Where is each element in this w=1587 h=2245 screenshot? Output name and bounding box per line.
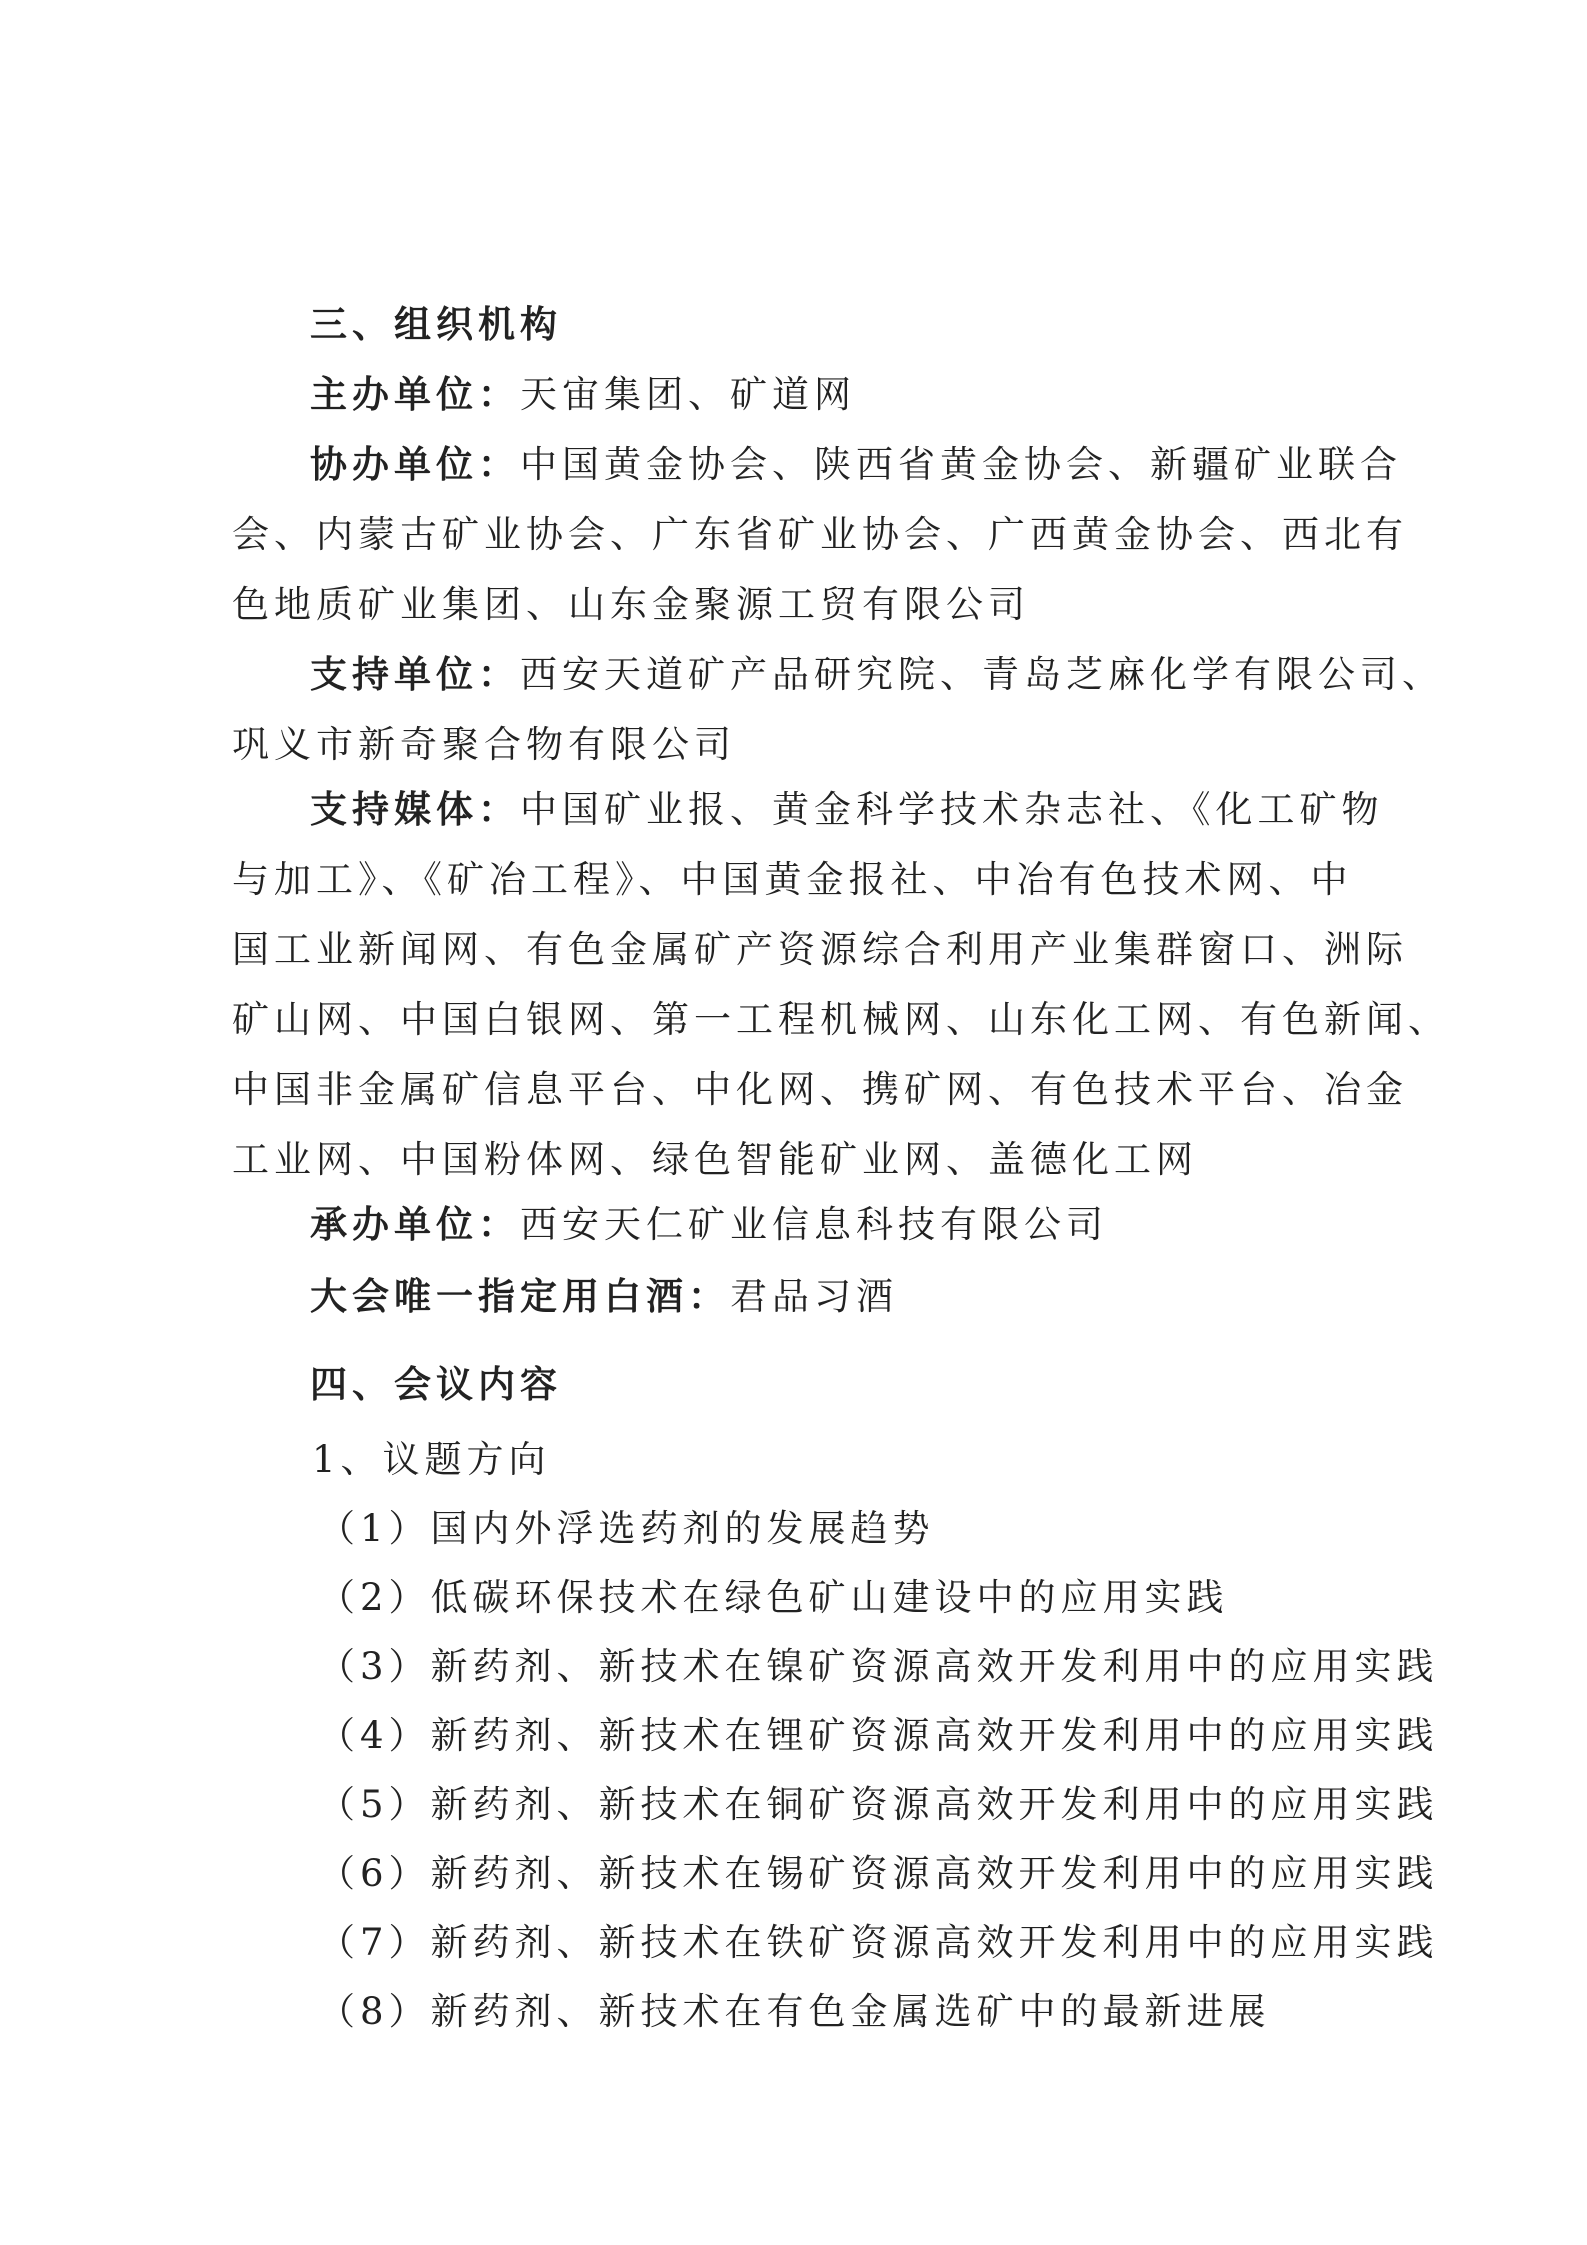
co-organizer-block: [232, 430, 1408, 640]
section3-title: 三、组织机构: [310, 303, 562, 346]
co-organizer-label: 协办单位：: [310, 443, 520, 486]
organizer-value: 天宙集团、矿道网: [520, 373, 856, 416]
co-organizer-line-1: [232, 430, 1402, 500]
topic-item: （3）新药剂、新技术在镍矿资源高效开发利用中的应用实践: [318, 1645, 1439, 1688]
topics-list: [318, 1494, 1458, 2046]
organizer-line: [310, 360, 856, 430]
media-line-2: 与加工》、《矿冶工程》、中国黄金报社、中冶有色技术网、中: [232, 858, 1353, 901]
liquor-line: [310, 1262, 898, 1332]
topic-item: （4）新药剂、新技术在锂矿资源高效开发利用中的应用实践: [318, 1714, 1439, 1757]
topic-item: （2）低碳环保技术在绿色矿山建设中的应用实践: [318, 1576, 1229, 1619]
host-line: [310, 1190, 1108, 1260]
liquor-value: 君品习酒: [730, 1275, 898, 1318]
organizer-label: 主办单位：: [310, 373, 520, 416]
media-line-4: 矿山网、中国白银网、第一工程机械网、山东化工网、有色新闻、: [232, 998, 1450, 1041]
media-text-1: 中国矿业报、黄金科学技术杂志社、《化工矿物: [520, 788, 1384, 831]
host-value: 西安天仁矿业信息科技有限公司: [520, 1203, 1108, 1246]
topic-item: （1）国内外浮选药剂的发展趋势: [318, 1507, 935, 1550]
host-label: 承办单位：: [310, 1203, 520, 1246]
media-line-1: [232, 775, 1384, 845]
support-label: 支持单位：: [310, 653, 520, 696]
subsection-title: 1、议题方向: [312, 1438, 551, 1481]
topic-item: （8）新药剂、新技术在有色金属选矿中的最新进展: [318, 1990, 1271, 2033]
co-organizer-text-1: 中国黄金协会、陕西省黄金协会、新疆矿业联合: [520, 443, 1402, 486]
media-line-5: 中国非金属矿信息平台、中化网、携矿网、有色技术平台、冶金: [232, 1068, 1408, 1111]
support-line-2: 巩义市新奇聚合物有限公司: [232, 723, 736, 766]
liquor-label: 大会唯一指定用白酒：: [310, 1275, 730, 1318]
media-line-6: 工业网、中国粉体网、绿色智能矿业网、盖德化工网: [232, 1138, 1198, 1181]
media-line-3: 国工业新闻网、有色金属矿产资源综合利用产业集群窗口、洲际: [232, 928, 1408, 971]
topic-item: （6）新药剂、新技术在锡矿资源高效开发利用中的应用实践: [318, 1852, 1439, 1895]
co-organizer-line-2: 会、内蒙古矿业协会、广东省矿业协会、广西黄金协会、西北有: [232, 513, 1408, 556]
support-block: [232, 640, 1444, 780]
topic-item: （7）新药剂、新技术在铁矿资源高效开发利用中的应用实践: [318, 1921, 1439, 1964]
media-block: [232, 775, 1450, 1195]
support-line-1: [232, 640, 1444, 710]
support-text-1: 西安天道矿产品研究院、青岛芝麻化学有限公司、: [520, 653, 1444, 696]
co-organizer-line-3: 色地质矿业集团、山东金聚源工贸有限公司: [232, 583, 1030, 626]
media-label: 支持媒体：: [310, 788, 520, 831]
section4-title: 四、会议内容: [310, 1363, 562, 1406]
topic-item: （5）新药剂、新技术在铜矿资源高效开发利用中的应用实践: [318, 1783, 1439, 1826]
